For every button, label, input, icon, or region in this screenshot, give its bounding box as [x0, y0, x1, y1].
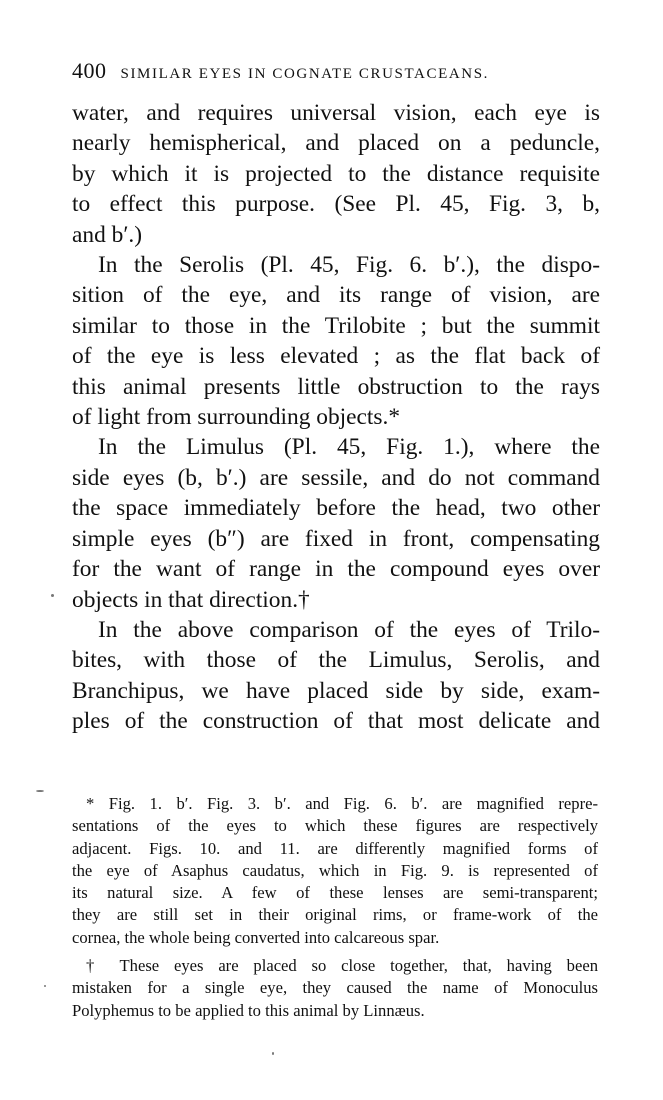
- text-line: simple eyes (b″) are fixed in front, compensating: [72, 525, 600, 552]
- text-line: In the above comparison of the eyes of Trilo-: [98, 616, 600, 643]
- text-line: and b′.): [72, 221, 143, 248]
- text-line: for the want of range in the compound eyes over: [72, 556, 600, 583]
- footnote-line: * Fig. 1. b′. Fig. 3. b′. and Fig. 6. b′. are magnified repre-: [86, 794, 598, 813]
- paragraph-4: [72, 615, 600, 737]
- footnote-line: cornea, the whole being converted into calcareous spar.: [72, 927, 440, 947]
- text-line: objects in that direction.†: [72, 586, 310, 613]
- page-number: 400: [72, 58, 107, 83]
- running-head: [72, 58, 602, 88]
- footnote-line: mistaken for a single eye, they caused the name of Monoculus: [72, 978, 598, 998]
- text-line: Branchipus, we have placed side by side, exam-: [72, 677, 600, 704]
- footnote-line: its natural size. A few of these lenses are semi-transparent;: [72, 883, 598, 903]
- footnote-line: they are still set in their original rims, or frame-work of the: [72, 905, 598, 925]
- text-line: the space immediately before the head, two other: [72, 495, 600, 522]
- footnote-line: sentations of the eyes to which these figures are respectively: [72, 816, 598, 836]
- text-line: this animal presents little obstruction to the rays: [72, 373, 600, 400]
- footnote-line: † These eyes are placed so close together, that, having been: [86, 956, 598, 976]
- paper-speck: [36, 790, 44, 792]
- paper-speck: [51, 594, 54, 597]
- text-line: bites, with those of the Limulus, Serolis, and: [72, 647, 600, 674]
- text-line: similar to those in the Trilobite ; but the summit: [72, 312, 600, 339]
- text-line: by which it is projected to the distance requisite: [72, 160, 600, 187]
- text-line: of light from surrounding objects.*: [72, 404, 401, 431]
- footnote-asterisk: [72, 793, 598, 949]
- text-line: sition of the eye, and its range of vision, are: [72, 282, 600, 309]
- footnote-line: adjacent. Figs. 10. and 11. are differently magnified forms of: [72, 838, 598, 858]
- paper-speck: [44, 985, 46, 987]
- text-line: ples of the construction of that most delicate and: [72, 708, 600, 735]
- paragraph-2: [72, 250, 600, 432]
- text-line: of the eye is less elevated ; as the flat back of: [72, 343, 600, 370]
- text-line: In the Serolis (Pl. 45, Fig. 6. b′.), the dispo-: [98, 252, 600, 279]
- footnote-line: the eye of Asaphus caudatus, which in Fig. 9. is represented of: [72, 860, 598, 880]
- running-title: SIMILAR EYES IN COGNATE CRUSTACEANS.: [120, 66, 489, 82]
- footnote-dagger: [72, 955, 598, 1022]
- footnote-line: Polyphemus to be applied to this animal by Linnæus.: [72, 1000, 425, 1020]
- paragraph-3: [72, 432, 600, 614]
- paper-speck: [272, 1052, 274, 1055]
- body-text: [72, 98, 600, 737]
- paragraph-1: [72, 98, 600, 250]
- text-line: water, and requires universal vision, each eye is: [72, 100, 600, 126]
- text-line: nearly hemispherical, and placed on a peduncle,: [72, 130, 600, 157]
- footnotes: [72, 793, 598, 1028]
- text-line: to effect this purpose. (See Pl. 45, Fig. 3, b,: [72, 191, 600, 218]
- text-line: side eyes (b, b′.) are sessile, and do not command: [72, 464, 600, 491]
- text-line: In the Limulus (Pl. 45, Fig. 1.), where the: [98, 434, 600, 461]
